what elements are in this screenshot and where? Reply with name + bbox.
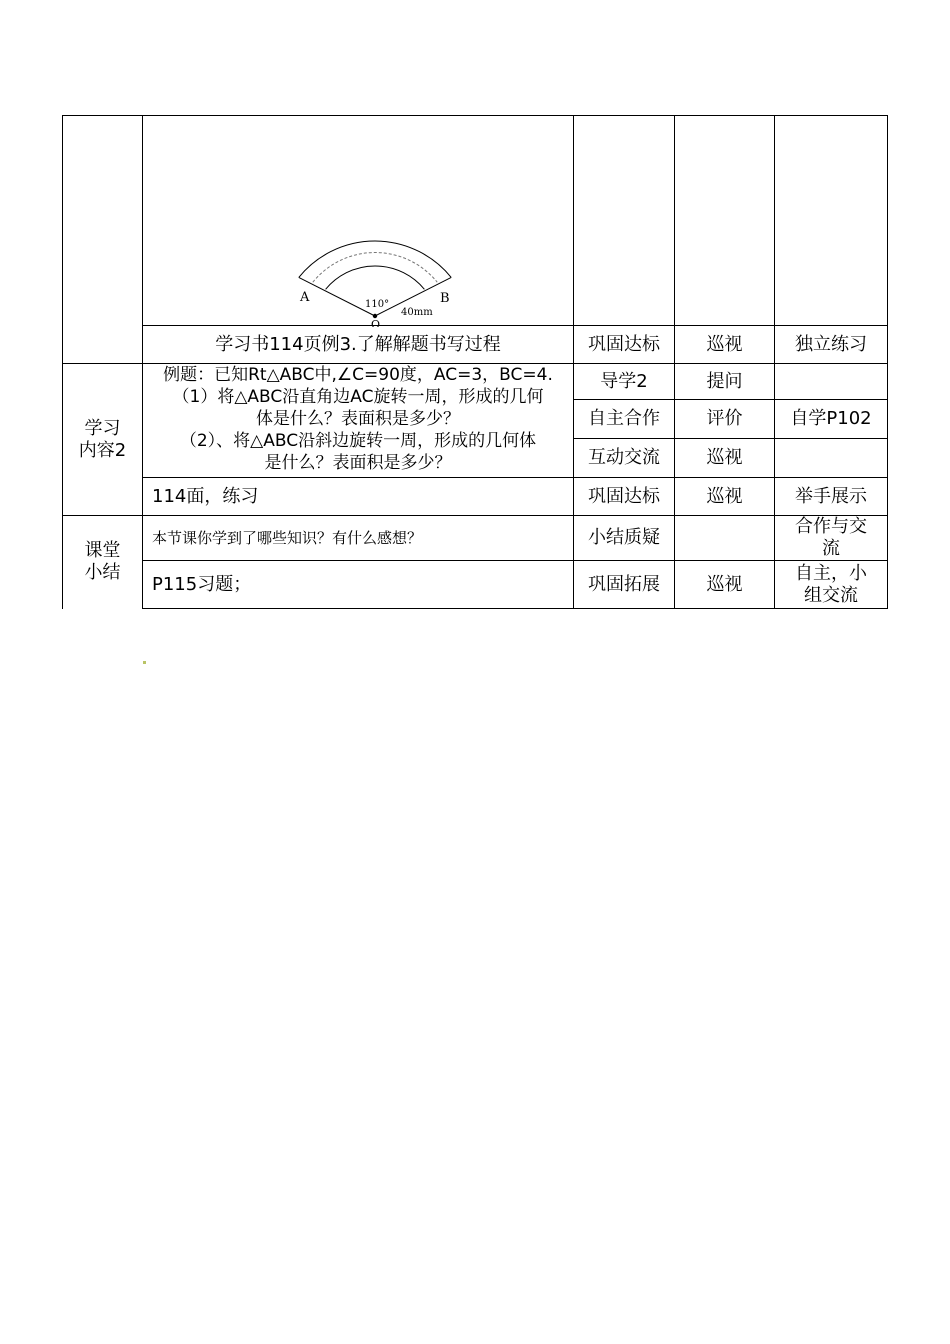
section-title: 课堂 小结 bbox=[84, 540, 121, 583]
label-o: O bbox=[371, 318, 381, 327]
radius-a bbox=[299, 277, 375, 316]
teacher-cell: 巡视 bbox=[706, 333, 743, 355]
teacher-cell: 巡视 bbox=[706, 485, 743, 507]
content-cell: 本节课你学到了哪些知识？有什么感想？ bbox=[152, 529, 423, 547]
dashed-arc bbox=[313, 253, 437, 283]
teacher-cell: 巡视 bbox=[706, 573, 743, 595]
table-top-border bbox=[62, 115, 888, 116]
teacher-cell: 评价 bbox=[706, 408, 743, 429]
stray-dot bbox=[143, 661, 146, 664]
content-cell: P115习题； bbox=[152, 573, 252, 595]
student-cell bbox=[775, 439, 887, 477]
label-b: B bbox=[440, 291, 450, 306]
phase-cell: 巩固达标 bbox=[588, 485, 660, 507]
phase-cell: 小结质疑 bbox=[588, 527, 660, 548]
phase-cell: 自主合作 bbox=[588, 408, 660, 429]
teacher-cell: 提问 bbox=[706, 370, 743, 392]
phase-cell: 导学2 bbox=[600, 370, 648, 392]
phase-cell: 互动交流 bbox=[588, 447, 660, 468]
student-cell: 举手展示 bbox=[795, 485, 867, 507]
content-cell: 114面，练习 bbox=[152, 485, 259, 507]
student-cell: 独立练习 bbox=[795, 333, 867, 355]
student-cell: 自学P102 bbox=[790, 408, 872, 429]
label-a: A bbox=[300, 290, 310, 305]
section-title: 学习 内容2 bbox=[78, 417, 127, 461]
table-bottom-border bbox=[143, 608, 888, 609]
student-cell bbox=[775, 364, 887, 399]
student-cell: 自主，小 组交流 bbox=[795, 562, 867, 606]
phase-cell: 巩固拓展 bbox=[588, 573, 660, 595]
teacher-cell: 巡视 bbox=[706, 447, 743, 468]
angle-label: 110° bbox=[365, 299, 390, 310]
inner-arc bbox=[326, 266, 425, 289]
outer-arc bbox=[299, 241, 451, 277]
phase-cell: 巩固达标 bbox=[588, 333, 660, 355]
content-cell: 学习书114页例3.了解解题书写过程 bbox=[215, 333, 501, 355]
sector-figure bbox=[290, 225, 460, 327]
col-divider bbox=[887, 115, 888, 609]
teacher-cell bbox=[675, 516, 774, 560]
student-cell: 合作与交 流 bbox=[795, 516, 867, 559]
example-question: 例题：已知Rt△ABC中,∠C=90度，AC=3，BC=4. （1）将△ABC沿直角边AC旋转一周，形成的几何 体是什么？表面积是多少？ （2）、将△ABC沿斜边旋转一周，形成的几何体 是什么？表面积是多少？ bbox=[163, 365, 553, 473]
length-label: 40mm bbox=[401, 307, 433, 318]
